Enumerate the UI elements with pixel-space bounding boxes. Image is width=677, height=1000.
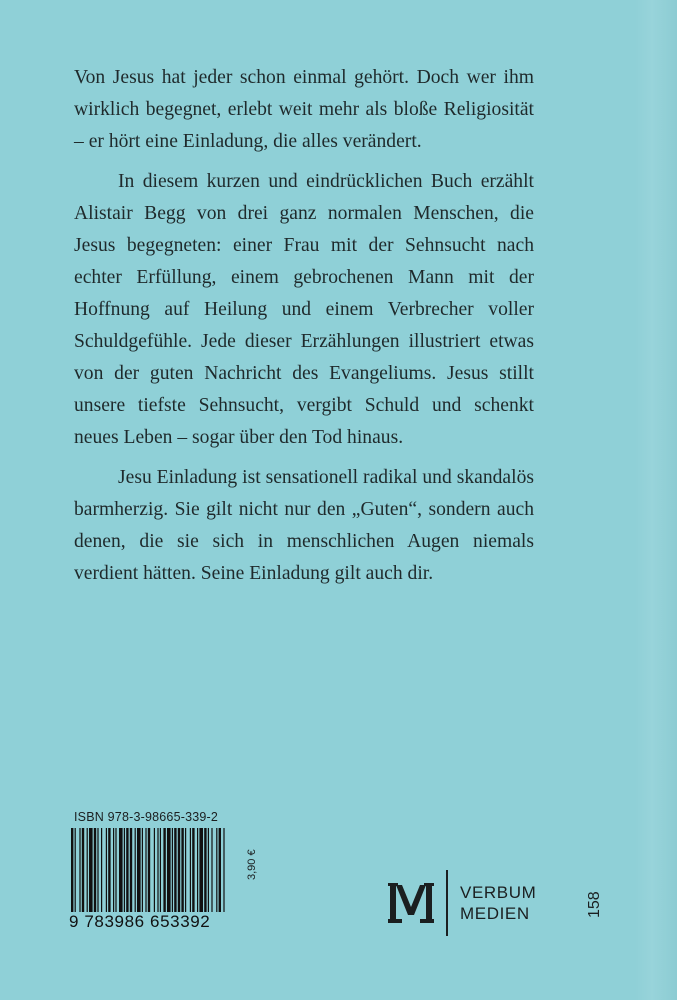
barcode-bar [216, 828, 217, 912]
barcode-digits: 9 783986 653392 [69, 912, 229, 932]
barcode-bar [178, 828, 180, 912]
barcode-bar [71, 828, 73, 924]
barcode-bar [142, 828, 143, 912]
isbn-label: ISBN 978-3-98665-339-2 [74, 810, 219, 824]
barcode-bar [197, 828, 198, 912]
publisher-divider [446, 870, 448, 936]
publisher-name-line-1: VERBUM [460, 883, 537, 902]
barcode-bar [199, 828, 203, 912]
barcode-bar [157, 828, 158, 912]
price-label: 3,90 € [246, 849, 258, 880]
barcode-bar [154, 828, 155, 912]
barcode-bar [204, 828, 206, 912]
barcode-bar [148, 828, 150, 912]
barcode-bar [124, 828, 125, 924]
barcode-bars [69, 828, 229, 924]
blurb-paragraph-1: Von Jesus hat jeder schon einmal gehört. Doch wer ihm wirklich begegnet, erlebt weit mehr als bloße Religiosität – er hört eine Einladung, die alles verändert. [74, 67, 534, 152]
barcode-bar [79, 828, 80, 912]
back-cover-blurb [74, 62, 534, 598]
barcode-bar [106, 828, 107, 912]
publisher-logo-block [388, 868, 536, 938]
barcode-bar [101, 828, 102, 912]
barcode-bar [113, 828, 114, 912]
barcode-bar [137, 828, 141, 912]
barcode-bar [108, 828, 110, 912]
publisher-name [460, 882, 536, 924]
barcode-bar [145, 828, 146, 912]
edition-number: 158 [586, 891, 603, 918]
barcode-bar [126, 828, 128, 924]
blurb-paragraph-3: Jesu Einladung ist sensationell radikal und skandalös barmherzig. Sie gilt nicht nur den „Guten“, sondern auch denen, die sie sich in menschlichen Augen niemals verdient hätten. Seine Einladung gilt auch dir. [74, 467, 534, 584]
barcode-bar [82, 828, 84, 912]
barcode-bar [223, 828, 224, 924]
barcode-bar [208, 828, 209, 912]
barcode-bar [160, 828, 161, 912]
verbum-medien-logo-icon [388, 881, 434, 925]
publisher-name-line-2: MEDIEN [460, 904, 530, 923]
barcode-bar [163, 828, 165, 912]
barcode-bar [190, 828, 191, 912]
barcode-bar [211, 828, 212, 912]
barcode-bar [172, 828, 173, 912]
blurb-paragraph-2: In diesem kurzen und eindrücklichen Buch erzählt Alistair Begg von drei ganz normalen Menschen, die Jesus begegneten: einer Frau mit der Sehnsucht nach echter Erfüllung, einem gebrochenen Mann mit der Hoffnung auf Heilung und einem Verbrecher voller Schuldgefühle. Jede dieser Erzählungen illustriert etwas von der guten Nachricht des Evangeliums. Jesus stillt unsere tiefste Sehnsucht, vergibt Schuld und schenkt neues Leben – sogar über den Tod hinaus. [74, 171, 534, 448]
barcode-bar [174, 828, 176, 912]
barcode-bar [89, 828, 93, 912]
barcode [69, 828, 229, 930]
spine-shade [635, 0, 677, 1000]
barcode-bar [97, 828, 98, 912]
barcode-bar [119, 828, 123, 912]
barcode-bar [75, 828, 76, 924]
barcode-bar [192, 828, 194, 912]
barcode-bar [185, 828, 186, 912]
barcode-bar [87, 828, 88, 912]
barcode-bar [94, 828, 96, 912]
barcode-bar [130, 828, 132, 912]
barcode-bar [181, 828, 183, 912]
barcode-bar [219, 828, 221, 912]
barcode-bar [167, 828, 171, 912]
barcode-bar [115, 828, 116, 912]
barcode-bar [135, 828, 136, 912]
